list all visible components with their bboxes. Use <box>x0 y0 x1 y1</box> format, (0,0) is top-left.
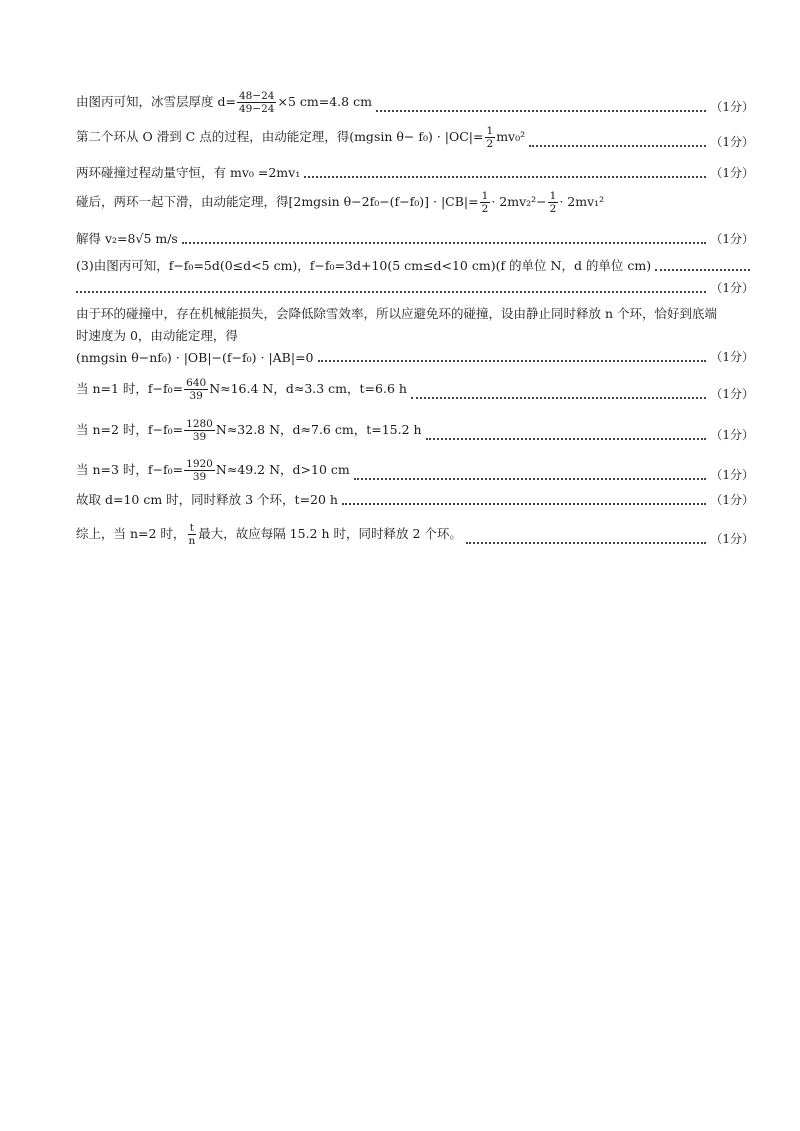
leader-dots <box>411 396 706 399</box>
line-8-text: (nmgsin θ−nf₀) · |OB|−(f−f₀) · |AB|=0 <box>76 350 314 365</box>
line-1-text-post: ×5 cm=4.8 cm <box>277 94 372 109</box>
line-1-text-pre: 由图丙可知，冰雪层厚度 d= <box>76 94 236 109</box>
answer-line-7a: 由于环的碰撞中，存在机械能损失，会降低除雪效率，所以应避免环的碰撞，设由静止同时释放 n 个环，恰好到底端 <box>76 306 717 321</box>
leader-dots <box>318 359 707 362</box>
line-12-text: 故取 d=10 cm 时，同时释放 3 个环，t=20 h <box>76 492 338 507</box>
score-mark: （1分） <box>710 350 754 364</box>
answer-line-7b: 时速度为 0，由动能定理，得 <box>76 328 238 343</box>
leader-dots <box>304 175 706 178</box>
answer-line-2 <box>76 125 754 150</box>
answer-line-6 <box>76 256 754 274</box>
answer-line-1 <box>76 90 754 115</box>
leader-dots <box>182 241 707 244</box>
score-mark: （1分） <box>710 281 754 295</box>
fraction: $\frac{1}{2}$ <box>549 190 557 215</box>
fraction: $\frac{1920}{39}$ <box>186 458 213 483</box>
score-mark: （1分） <box>710 468 754 482</box>
line-5-text: 解得 v₂=8√5 m/s <box>76 231 178 246</box>
line-3-text: 两环碰撞过程动量守恒，有 mv₀ =2mv₁ <box>76 165 301 180</box>
line-4-text-post: · 2mv₁² <box>559 194 605 209</box>
score-mark: （1分） <box>710 100 754 114</box>
line-6-text: (3)由图丙可知，f−f₀=5d(0≤d<5 cm)，f−f₀=3d+10(5 cm≤d<10 cm)(f 的单位 N，d 的单位 cm) <box>76 258 652 273</box>
line-13-text-post: 最大，故应每隔 15.2 h 时，同时释放 2 个环。 <box>198 526 462 541</box>
line-4-text-pre: 碰后，两环一起下滑，由动能定理，得[2mgsin θ−2f₀−(f−f₀)] · |CB|= <box>76 194 479 209</box>
score-mark: （1分） <box>710 387 754 401</box>
line-9-text-pre: 当 n=1 时，f−f₀= <box>76 381 184 396</box>
line-4-text-mid: · 2mv₂²− <box>491 194 547 209</box>
leader-dots <box>376 109 706 112</box>
leader-dots <box>529 144 706 147</box>
fraction: $\frac{640}{39}$ <box>186 377 207 402</box>
answer-line-5 <box>76 229 754 247</box>
line-10-text-pre: 当 n=2 时，f−f₀= <box>76 422 184 437</box>
fraction: $\frac{1}{2}$ <box>481 190 489 215</box>
leader-dots <box>655 268 750 271</box>
leader-dots <box>426 437 707 440</box>
answer-line-13 <box>76 522 754 547</box>
answer-line-11 <box>76 458 754 483</box>
answer-line-12 <box>76 490 754 508</box>
leader-dots <box>342 502 706 505</box>
fraction: $\frac{1}{2}$ <box>486 125 494 150</box>
answer-line-6-cont <box>76 279 754 296</box>
score-mark: （1分） <box>710 232 754 246</box>
score-mark: （1分） <box>710 428 754 442</box>
leader-dots <box>466 541 706 544</box>
score-mark: （1分） <box>710 166 754 180</box>
line-9-text-post: N≈16.4 N，d≈3.3 cm，t=6.6 h <box>209 381 407 396</box>
score-mark: （1分） <box>710 135 754 149</box>
leader-dots <box>76 290 706 293</box>
line-13-text-pre: 综上，当 n=2 时， <box>76 526 186 541</box>
line-2-text-pre: 第二个环从 O 滑到 C 点的过程，由动能定理，得(mgsin θ− f₀) · |OC|= <box>76 129 484 144</box>
line-2-text-post: mv₀² <box>496 129 526 144</box>
line-11-text-pre: 当 n=3 时，f−f₀= <box>76 462 184 477</box>
answer-line-3 <box>76 163 754 181</box>
score-mark: （1分） <box>710 493 754 507</box>
answer-line-10 <box>76 418 754 443</box>
score-mark: （1分） <box>710 532 754 546</box>
leader-dots <box>354 477 707 480</box>
answer-line-8 <box>76 348 754 365</box>
fraction: $\frac{t}{n}$ <box>188 522 196 547</box>
answer-line-4 <box>76 190 754 215</box>
line-10-text-post: N≈32.8 N，d≈7.6 cm，t=15.2 h <box>215 422 422 437</box>
fraction: $\frac{48-24}{49-24}$ <box>238 90 275 115</box>
line-11-text-post: N≈49.2 N，d>10 cm <box>215 462 350 477</box>
answer-line-9 <box>76 377 754 402</box>
fraction: $\frac{1280}{39}$ <box>186 418 213 443</box>
